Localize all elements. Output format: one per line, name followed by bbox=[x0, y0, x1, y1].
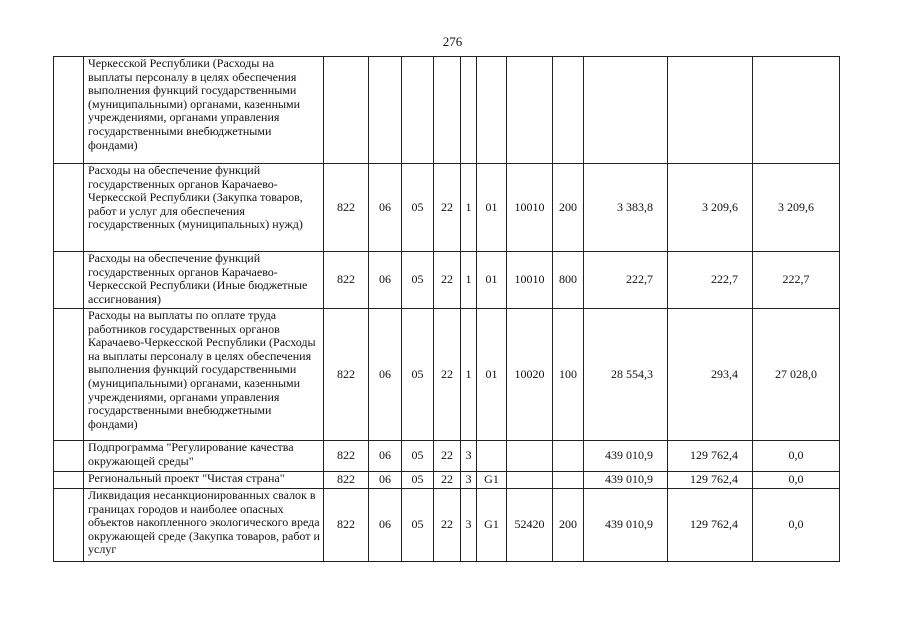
table-row bbox=[54, 309, 840, 441]
code-program-cell bbox=[434, 57, 461, 164]
table-row bbox=[54, 441, 840, 472]
code-subprogram-cell bbox=[461, 57, 477, 164]
table-row bbox=[54, 252, 840, 309]
amount-year3-cell: 3 209,6 bbox=[753, 164, 840, 252]
table-row bbox=[54, 472, 840, 489]
code-ved-cell: 822 bbox=[324, 489, 369, 562]
code-section-cell: 06 bbox=[369, 164, 402, 252]
amount-year2-cell: 129 762,4 bbox=[668, 489, 753, 562]
code-ved-cell: 822 bbox=[324, 164, 369, 252]
row-number-cell bbox=[54, 309, 84, 441]
amount-year1-cell: 222,7 bbox=[584, 252, 668, 309]
code-direction-cell bbox=[507, 57, 553, 164]
code-expense-type-cell: 800 bbox=[553, 252, 584, 309]
code-program-cell: 22 bbox=[434, 252, 461, 309]
amount-year1-cell: 439 010,9 bbox=[584, 441, 668, 472]
amount-year2-cell: 222,7 bbox=[668, 252, 753, 309]
code-program-cell: 22 bbox=[434, 472, 461, 489]
amount-year2-cell: 3 209,6 bbox=[668, 164, 753, 252]
amount-year2-cell bbox=[668, 57, 753, 164]
code-expense-type-cell: 100 bbox=[553, 309, 584, 441]
code-direction-cell: 10020 bbox=[507, 309, 553, 441]
row-name-cell: Ликвидация несанкционированных свалок в границах городов и наиболее опасных объектов накопленного экологического вреда окружающей среде (Закупка товаров, работ и услуг bbox=[84, 489, 324, 562]
amount-year1-cell: 28 554,3 bbox=[584, 309, 668, 441]
row-name-cell: Расходы на обеспечение функций государственных органов Карачаево-Черкесской Республики (Иные бюджетные ассигнования) bbox=[84, 252, 324, 309]
amount-year3-cell: 0,0 bbox=[753, 489, 840, 562]
code-event-cell: 01 bbox=[477, 164, 507, 252]
code-section-cell bbox=[369, 57, 402, 164]
row-number-cell bbox=[54, 252, 84, 309]
code-direction-cell: 10010 bbox=[507, 164, 553, 252]
code-subprogram-cell: 1 bbox=[461, 252, 477, 309]
amount-year3-cell: 0,0 bbox=[753, 472, 840, 489]
code-subsection-cell bbox=[402, 57, 434, 164]
code-program-cell: 22 bbox=[434, 309, 461, 441]
code-section-cell: 06 bbox=[369, 309, 402, 441]
code-event-cell: G1 bbox=[477, 472, 507, 489]
code-program-cell: 22 bbox=[434, 164, 461, 252]
amount-year2-cell: 293,4 bbox=[668, 309, 753, 441]
budget-table bbox=[53, 56, 840, 562]
code-event-cell bbox=[477, 57, 507, 164]
table-row bbox=[54, 57, 840, 164]
code-subprogram-cell: 3 bbox=[461, 472, 477, 489]
row-number-cell bbox=[54, 441, 84, 472]
row-name-cell: Подпрограмма "Регулирование качества окружающей среды" bbox=[84, 441, 324, 472]
code-expense-type-cell: 200 bbox=[553, 164, 584, 252]
code-section-cell: 06 bbox=[369, 472, 402, 489]
code-ved-cell: 822 bbox=[324, 252, 369, 309]
amount-year1-cell: 3 383,8 bbox=[584, 164, 668, 252]
code-subsection-cell: 05 bbox=[402, 441, 434, 472]
code-expense-type-cell: 200 bbox=[553, 489, 584, 562]
code-ved-cell: 822 bbox=[324, 309, 369, 441]
code-ved-cell bbox=[324, 57, 369, 164]
code-ved-cell: 822 bbox=[324, 472, 369, 489]
code-expense-type-cell bbox=[553, 472, 584, 489]
row-name-cell: Черкесской Республики (Расходы на выплаты персоналу в целях обеспечения выполнения функций государственными (муниципальными) органами, казенными учреждениями, органами управления государственными внебюджетными фондами) bbox=[84, 57, 324, 164]
amount-year3-cell bbox=[753, 57, 840, 164]
page-number: 276 bbox=[442, 34, 463, 49]
code-subprogram-cell: 1 bbox=[461, 164, 477, 252]
code-direction-cell bbox=[507, 441, 553, 472]
code-expense-type-cell bbox=[553, 441, 584, 472]
row-name-cell: Расходы на обеспечение функций государственных органов Карачаево-Черкесской Республики (Закупка товаров, работ и услуг для обеспечения государственных (муниципальных) нужд) bbox=[84, 164, 324, 252]
code-section-cell: 06 bbox=[369, 252, 402, 309]
code-subsection-cell: 05 bbox=[402, 489, 434, 562]
amount-year1-cell bbox=[584, 57, 668, 164]
row-number-cell bbox=[54, 164, 84, 252]
row-number-cell bbox=[54, 489, 84, 562]
code-direction-cell bbox=[507, 472, 553, 489]
code-section-cell: 06 bbox=[369, 489, 402, 562]
code-subprogram-cell: 1 bbox=[461, 309, 477, 441]
code-event-cell: G1 bbox=[477, 489, 507, 562]
row-name-cell: Расходы на выплаты по оплате труда работников государственных органов Карачаево-Черкесской Республики (Расходы на выплаты персоналу в целях обеспечения выполнения функций государственными (муниципальными) органами, казенными учреждениями, органами управления государственными внебюджетными фондами) bbox=[84, 309, 324, 441]
code-event-cell: 01 bbox=[477, 309, 507, 441]
amount-year2-cell: 129 762,4 bbox=[668, 441, 753, 472]
code-direction-cell: 52420 bbox=[507, 489, 553, 562]
row-number-cell bbox=[54, 472, 84, 489]
code-direction-cell: 10010 bbox=[507, 252, 553, 309]
amount-year1-cell: 439 010,9 bbox=[584, 472, 668, 489]
code-subsection-cell: 05 bbox=[402, 472, 434, 489]
code-subsection-cell: 05 bbox=[402, 164, 434, 252]
amount-year3-cell: 222,7 bbox=[753, 252, 840, 309]
amount-year2-cell: 129 762,4 bbox=[668, 472, 753, 489]
code-program-cell: 22 bbox=[434, 489, 461, 562]
row-number-cell bbox=[54, 57, 84, 164]
amount-year3-cell: 0,0 bbox=[753, 441, 840, 472]
amount-year3-cell: 27 028,0 bbox=[753, 309, 840, 441]
table-row bbox=[54, 489, 840, 562]
code-subsection-cell: 05 bbox=[402, 309, 434, 441]
code-ved-cell: 822 bbox=[324, 441, 369, 472]
amount-year1-cell: 439 010,9 bbox=[584, 489, 668, 562]
code-subsection-cell: 05 bbox=[402, 252, 434, 309]
table-row bbox=[54, 164, 840, 252]
row-name-cell: Региональный проект "Чистая страна" bbox=[84, 472, 324, 489]
code-section-cell: 06 bbox=[369, 441, 402, 472]
code-expense-type-cell bbox=[553, 57, 584, 164]
code-event-cell bbox=[477, 441, 507, 472]
code-subprogram-cell: 3 bbox=[461, 441, 477, 472]
code-program-cell: 22 bbox=[434, 441, 461, 472]
code-subprogram-cell: 3 bbox=[461, 489, 477, 562]
code-event-cell: 01 bbox=[477, 252, 507, 309]
